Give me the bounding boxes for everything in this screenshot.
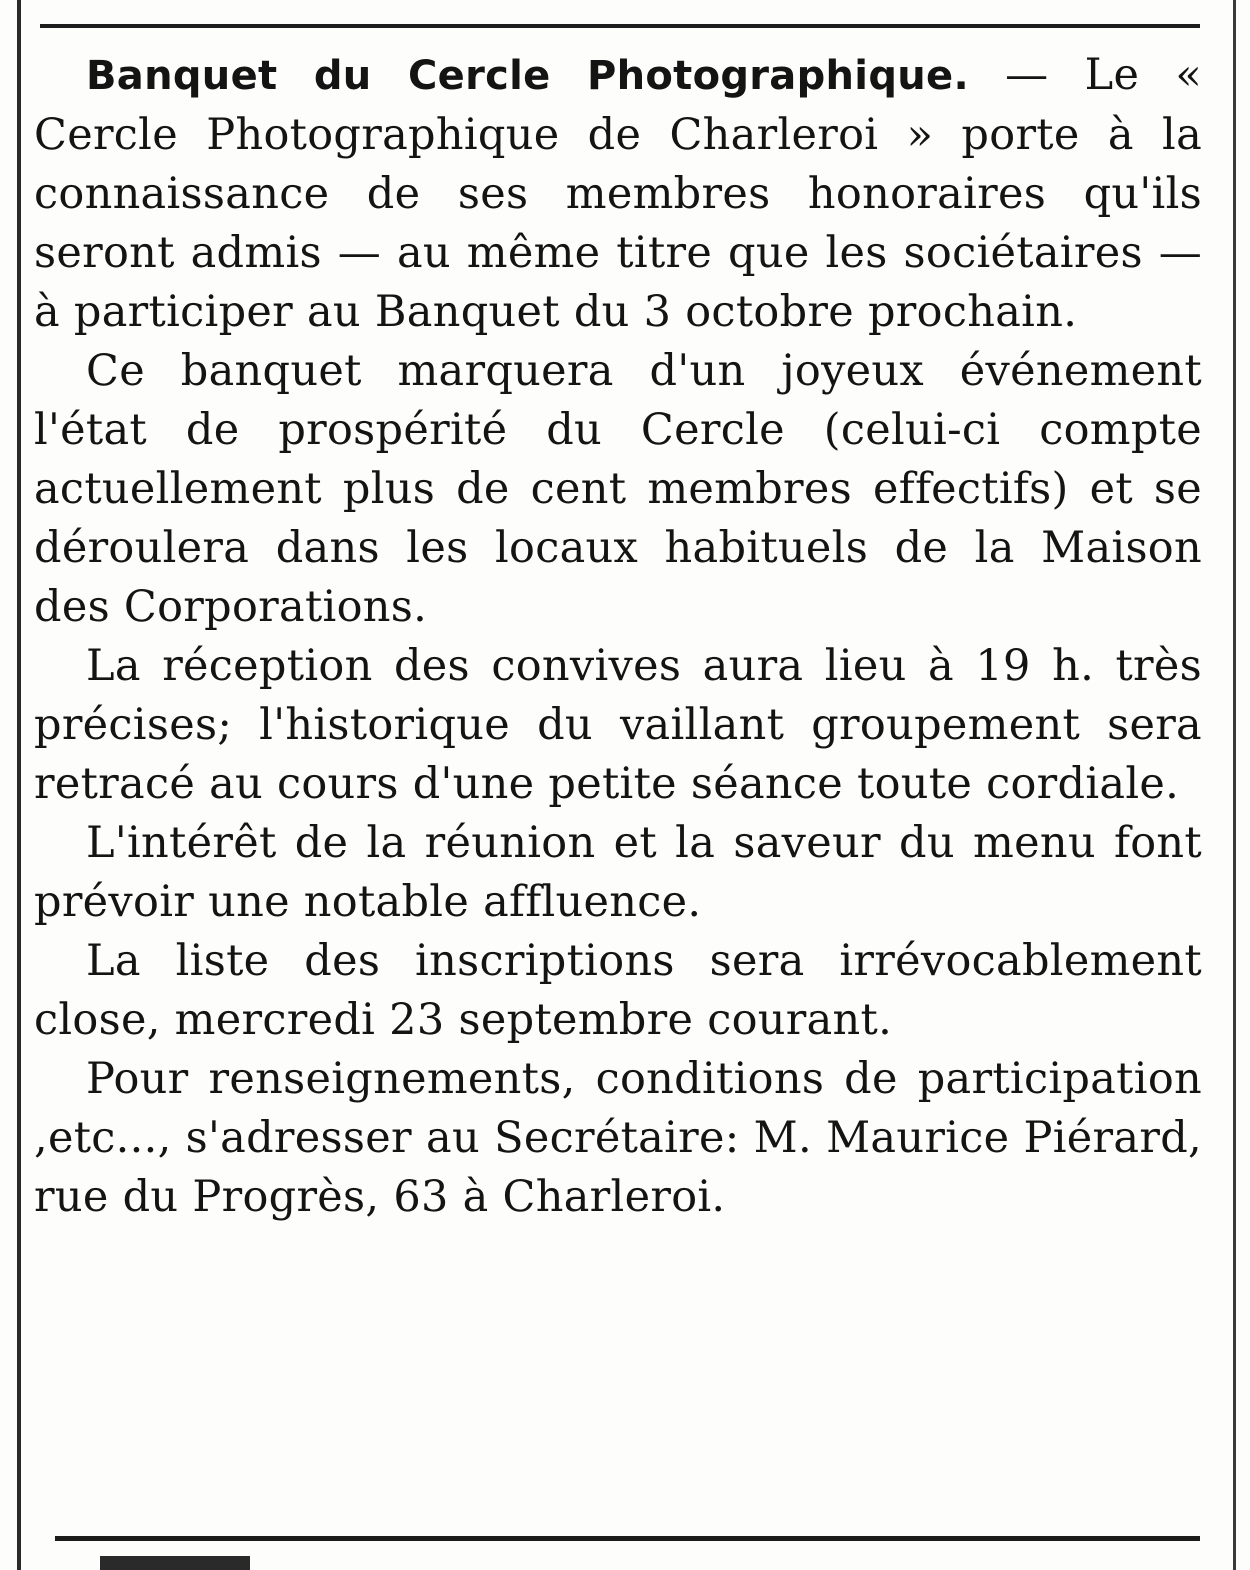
column-rule-left (17, 0, 21, 1570)
paragraph-contact: Pour renseignements, conditions de participation ,etc..., s'adresser au Secrétaire: M. Maurice Piérard, rue du Progrès, 63 à Charleroi. (34, 1054, 1202, 1222)
paragraph-banquet: Ce banquet marquera d'un joyeux événement l'état de prospérité du Cercle (celui-ci compte actuellement plus de cent membres effectifs) et se déroulera dans les locaux habituels de la Maison des Corporations. (34, 346, 1202, 632)
lead-paragraph (34, 46, 1202, 342)
article-headline: Banquet du Cercle Photographique. (86, 53, 969, 99)
bottom-divider (55, 1536, 1200, 1541)
lead-text: — Le « Cercle Photographique de Charleroi » porte à la connaissance de ses membres honoraires qu'ils seront admis — au même titre que les sociétaires — à participer au Banquet du 3 octobre prochain. (34, 50, 1202, 337)
paragraph-interest: L'intérêt de la réunion et la saveur du menu font prévoir une notable affluence. (34, 818, 1202, 927)
column-rule-right (1233, 0, 1236, 1570)
next-article-stub (100, 1556, 250, 1570)
article (34, 46, 1202, 1227)
paragraph-reception: La réception des convives aura lieu à 19 h. très précises; l'historique du vaillant groupement sera retracé au cours d'une petite séance toute cordiale. (34, 641, 1202, 809)
paragraph-registration: La liste des inscriptions sera irrévocablement close, mercredi 23 septembre courant. (34, 936, 1202, 1045)
top-divider (40, 24, 1200, 28)
